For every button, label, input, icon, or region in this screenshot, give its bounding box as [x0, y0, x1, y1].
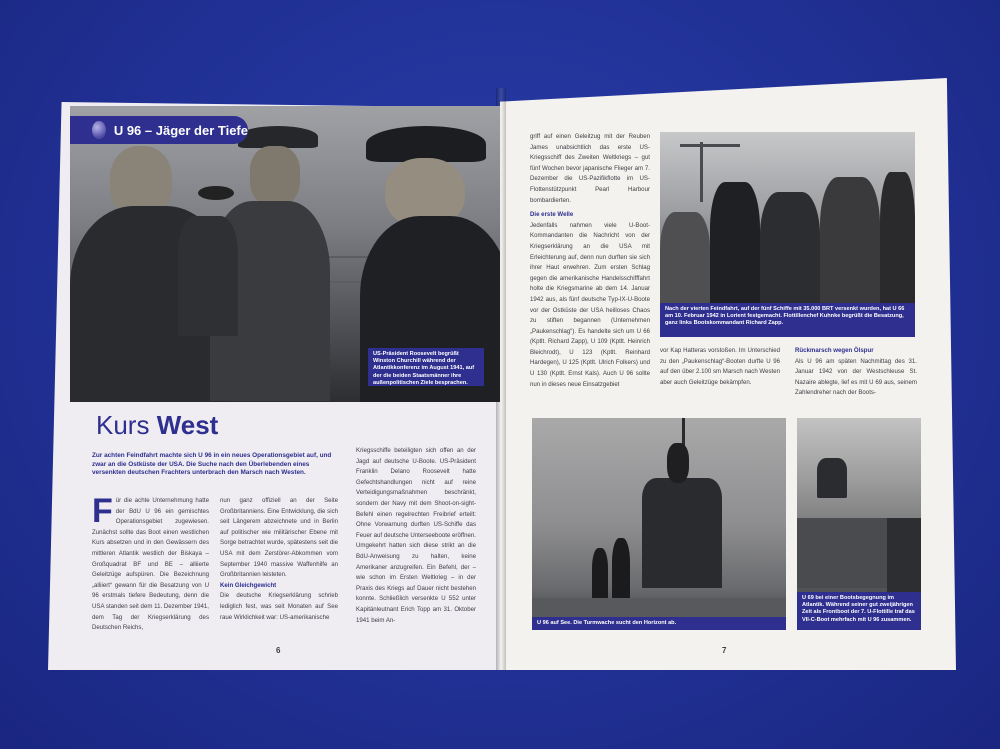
drop-cap: F — [92, 496, 113, 530]
left-column-1: Für die achte Unternehmung hatte der BdU U 96 ein gemischtes Operationsgebiet zugewiesen. Zunächst sollte das Boot einen westlichen Kurs absetzen und in den Gewässern des mittleren Atlantik westlich der Biskaya – Großquadrat BF und BE – alliierte Geleitzüge aufspüren. Die Bezeichnung „alliiert“ gewann für die Besatzung von U 96 erstmals tiefere Bedeutung, denn die USA standen seit dem 11. Dezember 1941, dem Tag der Kriegserklärung des Deutschen Reichs, — [92, 496, 209, 632]
page-number-left: 6 — [276, 646, 281, 655]
subheading-kein-gleichgewicht: Kein Gleichgewicht — [220, 581, 277, 589]
article-lead: Zur achten Feindfahrt machte sich U 96 in ein neues Operationsgebiet auf, und zwar an die Ostküste der USA. Die Suche nach den Überlebenden eines versenkten deutschen Frachters unterbrach den Marsch nach Westen. — [92, 452, 332, 477]
section-header — [70, 116, 248, 144]
tower-photo — [532, 418, 786, 630]
subheading-rueckmarsch: Rückmarsch wegen Ölspur — [795, 347, 874, 354]
page-number-right: 7 — [722, 646, 727, 655]
subheading-die-erste-welle: Die erste Welle — [530, 211, 574, 219]
left-column-3: Kriegsschiffe beteiligten sich offen an der Jagd auf deutsche U-Boote. US-Präsident Franklin Delano Roosevelt hatte Gefechtshandlungen nicht auf reine Verteidigungsmaßnahmen beschränkt, sondern der Navy mit dem Shoot-on-sight-Befehl einen regelrechten Freibrief erteilt: Ohne Vorwarnung durften US-Schiffe das Feuer auf deutsche Unterseeboote eröffnen. Umgekehrt hatten sich diese strikt an die BdU-Anweisung zu halten, keine Amerikaner anzugreifen. Ein Befehl, der – wie schon im Ersten Weltkrieg – in der Praxis des Kriegs auf Dauer nicht bestehen konnte. Schließlich versenkte U 552 unter Kapitänleutnant Erich Topp am 31. Oktober 1941 beim An- — [356, 447, 476, 624]
tower-photo-caption: U 96 auf See. Die Turmwache sucht den Horizont ab. — [532, 617, 786, 630]
article-title: Kurs West — [96, 410, 219, 440]
right-column-3: Rückmarsch wegen Ölspur Als U 96 am späten Nachmittag des 31. Januar 1942 von der Westschleuse St. Nazaire ablegte, lief es mit U 69 aus, seinem Zahlendreher nach der Boots- — [795, 347, 917, 397]
sea-photo-caption: U 69 bei einer Bootsbegegnung im Atlantik. Während seiner gut zweijährigen Zeit als Frontboot der 7. U-Flottille traf das VII-C-Boot mehrfach mit U 96 zusammen. — [797, 592, 921, 630]
right-column-1: griff auf einen Geleitzug mit der Reuben James unabsichtlich das erste US-Kriegsschiff des Zweiten Weltkriegs – gut fünf Wochen bevor japanische Flieger am 7. Dezember die US-Pazifikflotte im US-Flottenstützpunkt Pearl Harbour bombardierten. Die erste Welle Jedenfalls nahmen viele U-Boot-Kommandanten die Nachricht von der Kriegserklärung an die USA mit Erleichterung auf, denn nun durften sie sich ihrer Haut erwehren. Zum ersten Schlag gegen die amerikanische Handelsschifffahrt holte die Kriegsmarine ab dem 14. Januar 1942 aus, als fünf deutsche Typ-IX-U-Boote vor der Ostküste der USA heilloses Chaos zu stiften begannen (Unternehmen „Paukenschlag“). Es handelte sich um U 66 (Kptlt. Richard Zapp), U 109 (Kptlt. Heinrich Bleichrodt), U 123 (Kptlt. Reinhard Hardegen), U 125 (Kptlt. Ulrich Folkers) und U 130 (Kptlt. Ernst Kals). Auch U 96 sollte nun in dieses neue Einsatzgebiet — [530, 133, 650, 388]
main-photo-caption: US-Präsident Roosevelt begrüßt Winston Churchill während der Atlantikkonferenz im August 1941, auf der die beiden Staatsmänner ihre außenpolitischen Ziele besprachen. — [368, 348, 484, 386]
globe-icon — [92, 121, 106, 139]
dock-photo-caption: Nach der vierten Feindfahrt, auf der fünf Schiffe mit 35.000 BRT versenkt wurden, hat U 66 am 10. Februar 1942 in Lorient festgemacht. Flottillenchef Kuhnke begrüßt die Besatzung, ganz links Bootskommandant Richard Zapp. — [660, 303, 915, 337]
left-column-2: nun ganz offiziell an der Seite Großbritanniens. Eine Entwicklung, die sich seit Längerem abzeichnete und in Berlin auf politischer wie militärischer Ebene mit Sorge betrachtet wurde, spätestens seit die USA mit dem Zerstörer-Abkommen vom September 1940 massive Waffenhilfe an Großbritannien leisteten. Kein Gleichgewicht Die deutsche Kriegserklärung schrieb lediglich fest, was seit Monaten auf See raue Wirklichkeit war: US-amerikanische — [220, 497, 338, 621]
right-column-2: vor Kap Hatteras vorstoßen. Im Unterschied zu den „Paukenschlag“-Booten durfte U 96 auf den über 2.100 sm Marsch nach Westen aber auch Geleitzüge bekämpfen. — [660, 347, 780, 386]
section-header-title: U 96 – Jäger der Tiefe — [113, 122, 248, 138]
